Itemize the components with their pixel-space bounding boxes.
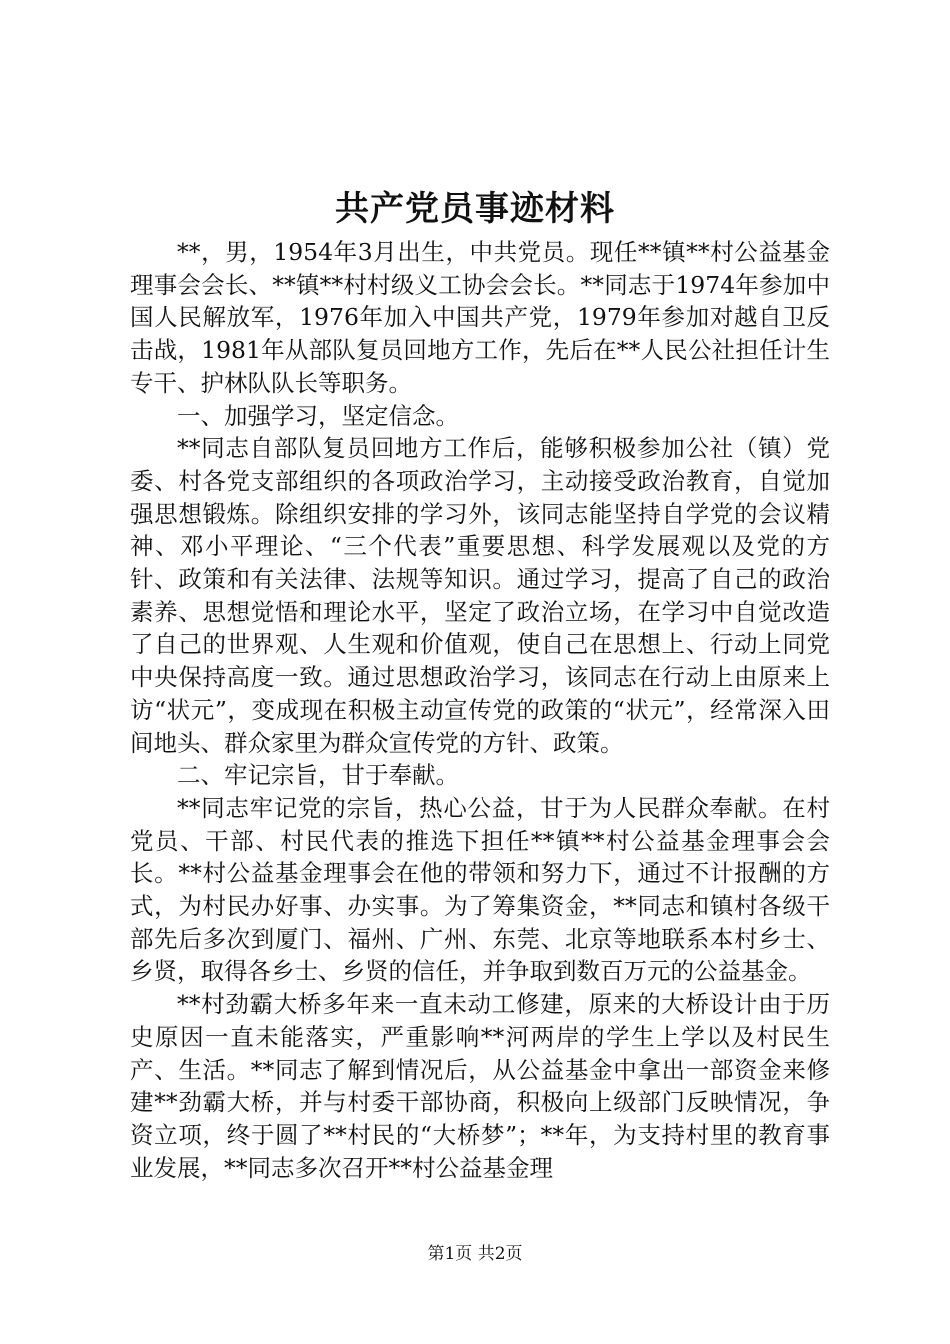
paragraph-study: **同志自部队复员回地方工作后，能够积极参加公社（镇）党委、村各党支部组织的各项政治学习，主动接受政治教育，自觉加强思想锻炼。除组织安排的学习外，该同志能坚持自学党的会议精神、邓小平理论、“三个代表”重要思想、科学发展观以及党的方针、政策和有关法律、法规等知识。通过学习，提高了自己的政治素养、思想觉悟和理论水平，坚定了政治立场，在学习中自觉改造了自己的世界观、人生观和价值观，使自己在思想上、行动上同党中央保持高度一致。通过思想政治学习，该同志在行动上由原来上访“状元”，变成现在积极主动宣传党的政策的“状元”，经常深入田间地头、群众家里为群众宣传党的方针、政策。 bbox=[130, 434, 830, 757]
paragraph-dedication: **同志牢记党的宗旨，热心公益，甘于为人民群众奉献。在村党员、干部、村民代表的推选下担任**镇**村公益基金理事会会长。**村公益基金理事会在他的带领和努力下，通过不计报酬的方式，为村民办好事、办实事。为了筹集资金，**同志和镇村各级干部先后多次到厦门、福州、广州、东莞、北京等地联系本村乡士、乡贤，取得各乡士、乡贤的信任，并争取到数百万元的公益基金。 bbox=[130, 793, 830, 986]
document-title: 共产党员事迹材料 bbox=[335, 189, 615, 229]
section-heading-1: 一、加强学习，坚定信念。 bbox=[177, 401, 459, 430]
paragraph-bridge: **村劲霸大桥多年来一直未动工修建，原来的大桥设计由于历史原因一直未能落实，严重影响**河两岸的学生上学以及村民生产、生活。**同志了解到情况后，从公益基金中拿出一部资金来修建**劲霸大桥，并与村委干部协商，积极向上级部门反映情况，争资立项，终于圆了**村民的“大桥梦”；**年，为支持村里的教育事业发展，**同志多次召开**村公益基金理 bbox=[130, 990, 830, 1182]
page-footer: 第1页 共2页 bbox=[427, 1244, 523, 1264]
section-heading-2: 二、牢记宗旨，甘于奉献。 bbox=[177, 761, 459, 790]
document-body bbox=[130, 236, 830, 1184]
paragraph-intro: **，男，1954年3月出生，中共党员。现任**镇**村公益基金理事会会长、**镇**村村级义工协会会长。**同志于1974年参加中国人民解放军，1976年加入中国共产党，1979年参加对越自卫反击战，1981年从部队复员回地方工作，先后在**人民公社担任计生专干、护林队队长等职务。 bbox=[130, 238, 830, 397]
